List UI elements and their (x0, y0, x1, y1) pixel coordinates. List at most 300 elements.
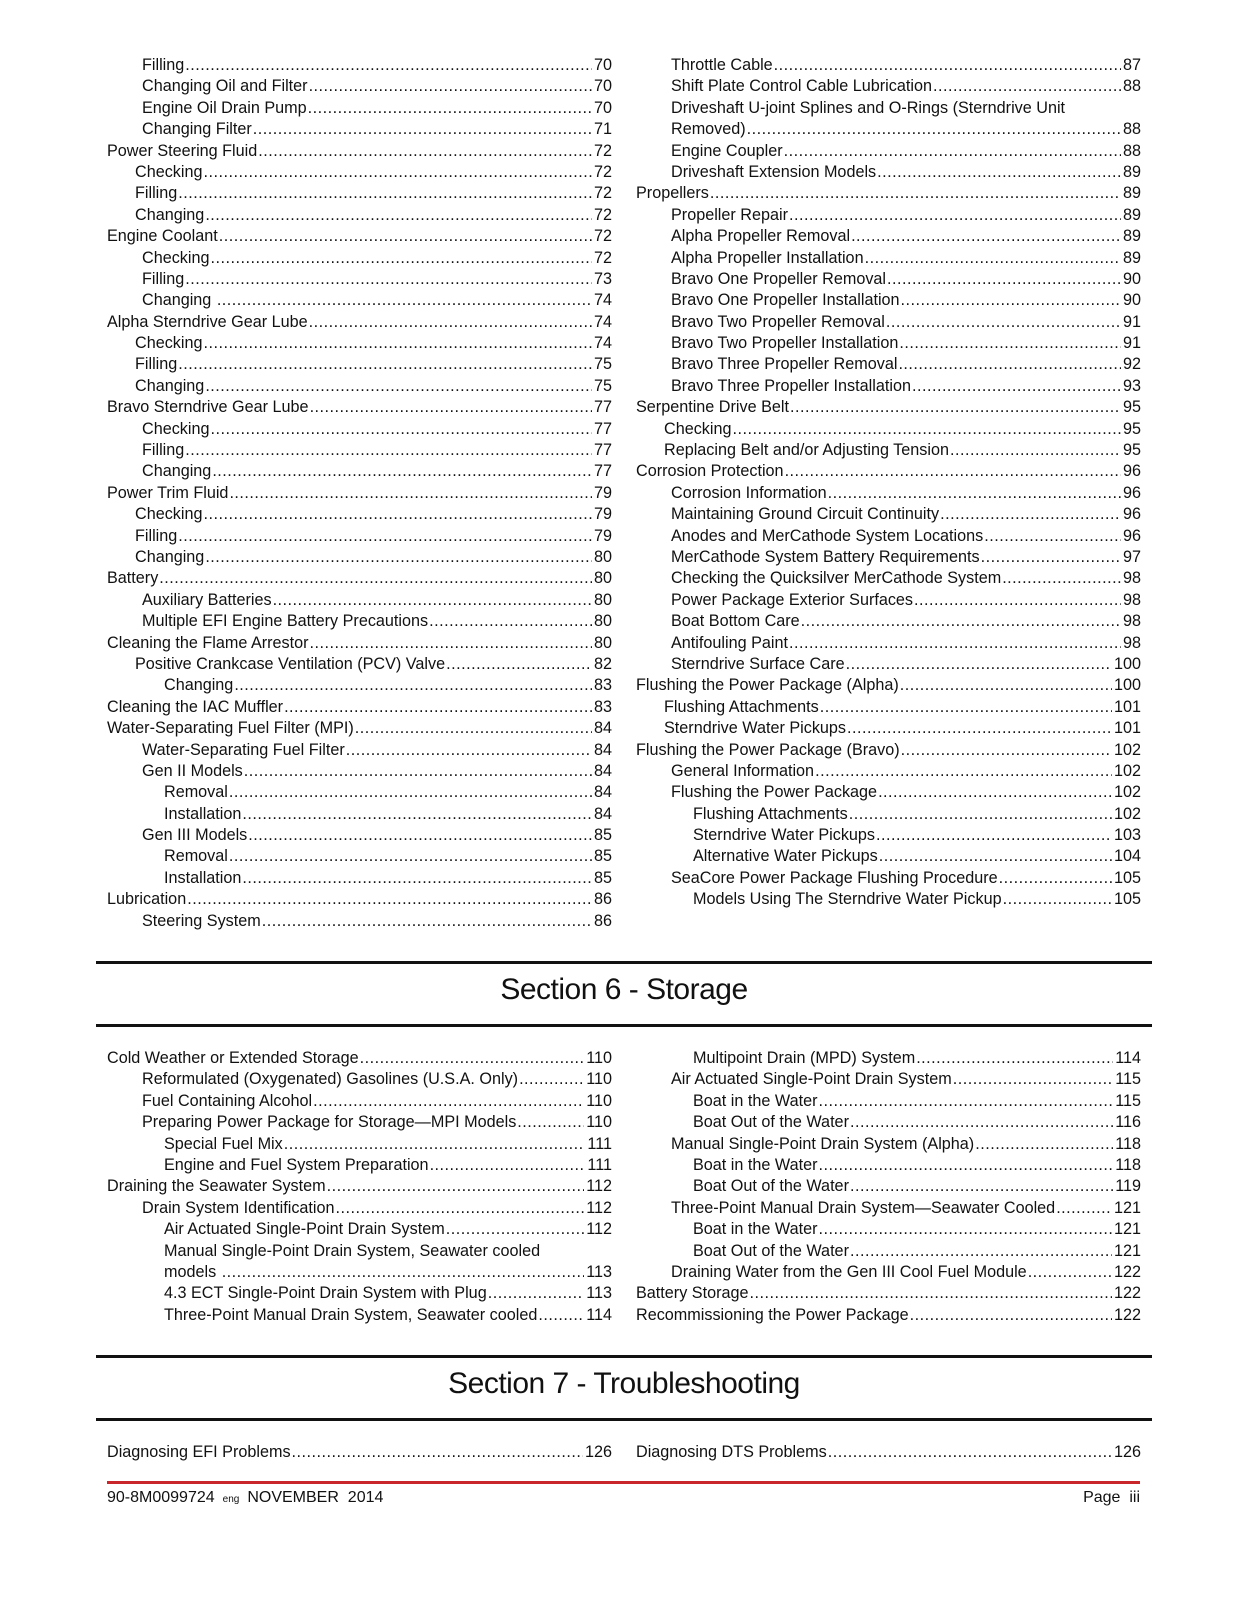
toc-entry-title: Filling (142, 269, 185, 288)
toc-entry[interactable] (107, 868, 612, 889)
toc-entry[interactable] (636, 1048, 1141, 1069)
toc-entry-page: 103 (1113, 826, 1141, 845)
doc-number: 90-8M0099724 (107, 1489, 215, 1506)
toc-entry-page: 74 (593, 334, 612, 353)
toc-entry-title: Boat Bottom Care (671, 612, 800, 631)
toc-entry-page: 80 (593, 547, 612, 566)
toc-entry-page: 75 (593, 355, 612, 374)
dot-leader (1056, 1198, 1112, 1219)
toc-entry-page: 115 (1115, 1091, 1141, 1110)
dot-leader (828, 483, 1121, 504)
toc-entry-page: 82 (593, 654, 612, 673)
toc-entry[interactable] (107, 226, 612, 247)
toc-entry[interactable] (107, 526, 612, 547)
dot-leader (273, 590, 592, 611)
toc-entry[interactable] (107, 825, 612, 846)
toc-entry-title: Diagnosing EFI Problems (107, 1443, 291, 1461)
dot-leader (1028, 1262, 1112, 1283)
dot-leader (789, 205, 1121, 226)
toc-entry-page: 113 (586, 1262, 612, 1281)
toc-entry[interactable] (636, 461, 1141, 482)
toc-entry-title: Flushing the Power Package (Bravo) (636, 740, 900, 759)
toc-entry-page: 83 (593, 697, 612, 716)
dot-leader (879, 846, 1112, 867)
toc-entry-title: Checking (142, 419, 210, 438)
toc-entry-page: 96 (1122, 505, 1141, 524)
toc-entry-title: Installation (164, 804, 242, 823)
toc-entry-title: Boat Out of the Water (693, 1241, 849, 1260)
dot-leader (789, 633, 1121, 654)
toc-entry[interactable] (636, 547, 1141, 568)
toc-entry-title: Positive Crankcase Ventilation (PCV) Valve (135, 654, 446, 673)
dot-leader (865, 248, 1121, 269)
toc-entry-title: Boat in the Water (693, 1220, 818, 1239)
dot-leader (887, 269, 1121, 290)
toc-entry-title: Anodes and MerCathode System Locations (671, 526, 984, 545)
section6-left-column (107, 1048, 612, 1326)
toc-entry-page: 110 (586, 1091, 612, 1110)
toc-entry[interactable] (636, 633, 1141, 654)
toc-entry[interactable] (107, 782, 612, 803)
toc-entry[interactable] (107, 1048, 612, 1069)
toc-entry[interactable] (107, 162, 612, 183)
toc-entry-title: Changing Filter (142, 120, 252, 139)
toc-entry-page: 72 (593, 227, 612, 246)
toc-entry-title: Auxiliary Batteries (142, 590, 272, 609)
language-code: eng (222, 1494, 240, 1505)
toc-entry[interactable] (636, 1305, 1141, 1326)
toc-entry-page: 87 (1122, 56, 1141, 74)
dot-leader (244, 761, 592, 782)
toc-entry[interactable] (636, 376, 1141, 397)
toc-entry[interactable] (636, 1155, 1141, 1176)
dot-leader (488, 1283, 584, 1304)
toc-entry[interactable] (636, 1134, 1141, 1155)
toc-entry[interactable] (636, 269, 1141, 290)
toc-entry-page: 72 (593, 205, 612, 224)
dot-leader (981, 547, 1121, 568)
toc-entry-title: Corrosion Protection (636, 462, 784, 481)
toc-entry-page: 89 (1122, 205, 1141, 224)
toc-entry-page: 74 (593, 291, 612, 310)
toc-entry-title: Multipoint Drain (MPD) System (693, 1049, 916, 1067)
dot-leader (749, 1283, 1112, 1304)
toc-entry[interactable] (636, 141, 1141, 162)
toc-entry-title: Changing (135, 205, 205, 224)
toc-entry[interactable] (636, 1198, 1141, 1219)
dot-leader (849, 804, 1112, 825)
dot-leader (309, 76, 592, 97)
toc-entry-page: 92 (1122, 355, 1141, 374)
toc-entry[interactable] (636, 1283, 1141, 1304)
toc-entry-title: Checking (142, 248, 210, 267)
toc-entry[interactable] (107, 312, 612, 333)
toc-entry-title: Multiple EFI Engine Battery Precautions (142, 612, 429, 631)
toc-entry[interactable] (107, 1069, 612, 1090)
toc-entry[interactable] (107, 397, 612, 418)
toc-entry[interactable] (636, 312, 1141, 333)
toc-entry[interactable] (107, 1219, 612, 1240)
dot-leader (950, 440, 1121, 461)
dot-leader (205, 547, 592, 568)
dot-leader (519, 1069, 584, 1090)
dot-leader (517, 1112, 584, 1133)
toc-entry[interactable] (107, 419, 612, 440)
toc-entry[interactable] (107, 483, 612, 504)
toc-entry[interactable] (636, 804, 1141, 825)
toc-entry-page: 71 (593, 120, 612, 139)
toc-entry-title: Drain System Identification (142, 1198, 335, 1217)
toc-entry-page: 84 (593, 740, 612, 759)
toc-entry-title: Flushing Attachments (693, 804, 848, 823)
dot-leader (733, 419, 1121, 440)
dot-leader (851, 226, 1121, 247)
toc-entry-title: Gen III Models (142, 826, 248, 845)
dot-leader (910, 1305, 1112, 1326)
toc-entry[interactable] (107, 654, 612, 675)
toc-entry[interactable] (107, 269, 612, 290)
toc-entry-page: 91 (1122, 334, 1141, 353)
toc-entry[interactable] (636, 1219, 1141, 1240)
toc-entry[interactable] (107, 98, 612, 119)
dot-leader (953, 1069, 1113, 1090)
toc-entry[interactable] (107, 376, 612, 397)
dot-leader (219, 226, 592, 247)
toc-entry[interactable] (107, 76, 612, 97)
toc-entry-title: Filling (142, 56, 185, 74)
toc-entry-page: 110 (586, 1070, 612, 1089)
toc-entry-title: Fuel Containing Alcohol (142, 1091, 313, 1110)
toc-entry-page: 105 (1113, 890, 1141, 909)
dot-leader (1002, 568, 1121, 589)
toc-entry-page: 98 (1122, 590, 1141, 609)
toc-entry-page: 75 (593, 376, 612, 395)
dot-leader (242, 868, 592, 889)
toc-entry-title: General Information (671, 761, 815, 780)
toc-entry-page: 80 (593, 612, 612, 631)
toc-entry[interactable] (107, 55, 612, 76)
dot-leader (886, 312, 1121, 333)
toc-entry[interactable] (636, 419, 1141, 440)
toc-entry-page: 95 (1122, 441, 1141, 460)
toc-entry[interactable] (636, 226, 1141, 247)
dot-leader (253, 119, 592, 140)
toc-entry[interactable] (107, 697, 612, 718)
toc-entry[interactable] (107, 761, 612, 782)
toc-entry[interactable] (107, 1241, 612, 1284)
section6-heading: Section 6 - Storage (500, 973, 748, 1006)
dot-leader (901, 740, 1112, 761)
dot-leader (999, 868, 1112, 889)
toc-entry[interactable] (107, 1112, 612, 1133)
toc-entry-title: Changing (135, 376, 205, 395)
toc-entry[interactable] (107, 1091, 612, 1112)
dot-leader (258, 141, 592, 162)
dot-leader (984, 526, 1121, 547)
toc-entry[interactable] (636, 889, 1141, 910)
toc-entry[interactable] (636, 354, 1141, 375)
doc-date: NOVEMBER 2014 (247, 1489, 384, 1506)
toc-entry[interactable] (107, 633, 612, 654)
toc-entry-page: 102 (1113, 761, 1141, 780)
toc-entry[interactable] (107, 1442, 612, 1463)
toc-entry-page: 88 (1122, 141, 1141, 160)
toc-entry[interactable] (636, 868, 1141, 889)
dot-leader (774, 55, 1121, 76)
footer-right (1083, 1489, 1140, 1507)
dot-leader (815, 761, 1112, 782)
toc-entry[interactable] (636, 98, 1141, 141)
dot-leader (820, 697, 1112, 718)
dot-leader (429, 611, 592, 632)
toc-entry[interactable] (636, 782, 1141, 803)
toc-entry[interactable] (636, 526, 1141, 547)
toc-entry-page: 112 (586, 1198, 612, 1217)
toc-entry[interactable] (636, 675, 1141, 696)
toc-entry[interactable] (636, 825, 1141, 846)
toc-entry-page: 89 (1122, 162, 1141, 181)
toc-entry[interactable] (107, 1134, 612, 1155)
toc-entry[interactable] (107, 547, 612, 568)
toc-entry[interactable] (636, 1442, 1141, 1463)
toc-entry[interactable] (107, 889, 612, 910)
toc-entry-title: Models Using The Sterndrive Water Pickup (693, 890, 1002, 909)
toc-entry-title: Changing (135, 547, 205, 566)
toc-entry-title: Removal (164, 783, 228, 802)
toc-entry-page: 104 (1113, 847, 1141, 866)
footer-divider (107, 1481, 1140, 1484)
dot-leader (876, 825, 1112, 846)
toc-entry-title: Air Actuated Single-Point Drain System (671, 1070, 952, 1089)
toc-entry-title: Sterndrive Water Pickups (693, 826, 876, 845)
toc-entry[interactable] (636, 740, 1141, 761)
dot-leader (234, 675, 592, 696)
toc-entry-title: Sterndrive Water Pickups (664, 719, 847, 738)
dot-leader (205, 376, 592, 397)
toc-entry-title: Diagnosing DTS Problems (636, 1443, 827, 1461)
toc-entry-title: Draining the Seawater System (107, 1177, 326, 1196)
toc-entry-page: 121 (1113, 1198, 1141, 1217)
dot-leader (355, 718, 592, 739)
toc-entry-page: 105 (1113, 868, 1141, 887)
toc-entry-page: 116 (1115, 1113, 1141, 1132)
toc-entry[interactable] (636, 162, 1141, 183)
section6-right-column (636, 1048, 1141, 1326)
toc-entry[interactable] (636, 761, 1141, 782)
toc-entry-page: 115 (1115, 1070, 1141, 1089)
toc-entry-page: 119 (1115, 1177, 1141, 1196)
toc-entry[interactable] (107, 290, 612, 311)
toc-entry[interactable] (107, 1176, 612, 1197)
toc-entry[interactable] (107, 718, 612, 739)
toc-entry-title: Boat Out of the Water (693, 1177, 849, 1196)
dot-leader (430, 1155, 586, 1176)
dot-leader (784, 141, 1121, 162)
toc-entry[interactable] (107, 440, 612, 461)
toc-entry[interactable] (636, 333, 1141, 354)
toc-entry[interactable] (636, 654, 1141, 675)
dot-leader (178, 526, 592, 547)
toc-entry[interactable] (636, 55, 1141, 76)
toc-entry[interactable] (107, 504, 612, 525)
toc-entry-page: 126 (584, 1443, 612, 1461)
toc-entry[interactable] (636, 290, 1141, 311)
dot-leader (846, 654, 1112, 675)
toc-entry-page: 80 (593, 633, 612, 652)
dot-leader (212, 461, 592, 482)
toc-entry-page: 95 (1122, 419, 1141, 438)
toc-entry[interactable] (636, 1112, 1141, 1133)
toc-entry[interactable] (636, 440, 1141, 461)
toc-entry-page: 118 (1115, 1134, 1141, 1153)
toc-entry[interactable] (107, 1155, 612, 1176)
toc-entry[interactable] (107, 846, 612, 867)
dot-leader (1003, 889, 1112, 910)
footer-left (107, 1489, 383, 1507)
dot-leader (308, 98, 592, 119)
toc-entry[interactable] (107, 333, 612, 354)
toc-entry[interactable] (636, 611, 1141, 632)
dot-leader (538, 1305, 584, 1326)
toc-entry-page: 70 (593, 98, 612, 117)
dot-leader (229, 483, 592, 504)
toc-entry[interactable] (636, 697, 1141, 718)
toc-entry-title: Propellers (636, 184, 709, 203)
toc-entry-title: Bravo One Propeller Installation (671, 291, 900, 310)
toc-entry-page: 93 (1122, 376, 1141, 395)
dot-leader (242, 804, 592, 825)
toc-entry-title: Filling (135, 526, 178, 545)
toc-entry-title: Cleaning the Flame Arrestor (107, 633, 309, 652)
toc-entry-page: 84 (593, 761, 612, 780)
toc-entry[interactable] (107, 183, 612, 204)
toc-entry[interactable] (636, 483, 1141, 504)
toc-entry[interactable] (636, 590, 1141, 611)
toc-entry-page: 77 (593, 419, 612, 438)
toc-entry[interactable] (107, 354, 612, 375)
toc-entry-title: Engine Oil Drain Pump (142, 98, 307, 117)
toc-entry-page: 84 (593, 719, 612, 738)
toc-entry-page: 84 (593, 804, 612, 823)
toc-entry-title: Power Trim Fluid (107, 483, 229, 502)
dot-leader (898, 354, 1121, 375)
toc-entry-title: Bravo Two Propeller Removal (671, 312, 885, 331)
toc-entry[interactable] (107, 740, 612, 761)
toc-entry-title: Alpha Propeller Removal (671, 227, 851, 246)
dot-leader (211, 248, 592, 269)
dot-leader (710, 183, 1121, 204)
toc-entry-page: 70 (593, 77, 612, 96)
toc-entry[interactable] (107, 461, 612, 482)
toc-entry-page: 80 (593, 569, 612, 588)
toc-entry-title: Alpha Propeller Installation (671, 248, 864, 267)
toc-entry-title: SeaCore Power Package Flushing Procedure (671, 868, 998, 887)
toc-entry-page: 84 (593, 783, 612, 802)
toc-entry[interactable] (107, 804, 612, 825)
toc-entry[interactable] (107, 911, 612, 932)
toc-entry-page: 86 (593, 911, 612, 930)
dot-leader (310, 633, 592, 654)
toc-entry[interactable] (636, 846, 1141, 867)
toc-entry[interactable] (107, 205, 612, 226)
toc-entry[interactable] (636, 1262, 1141, 1283)
toc-entry-title: MerCathode System Battery Requirements (671, 547, 980, 566)
section5-right-column (636, 55, 1141, 911)
toc-entry[interactable] (636, 1176, 1141, 1197)
toc-entry-title: Alternative Water Pickups (693, 847, 878, 866)
toc-entry-page: 88 (1122, 120, 1141, 139)
toc-entry[interactable] (107, 248, 612, 269)
toc-entry-title: Bravo One Propeller Removal (671, 269, 887, 288)
toc-entry-page: 89 (1122, 248, 1141, 267)
toc-entry[interactable] (107, 141, 612, 162)
toc-entry[interactable] (636, 76, 1141, 97)
toc-entry-page: 72 (593, 248, 612, 267)
toc-entry-page: 114 (1115, 1049, 1141, 1067)
toc-entry-title: Flushing the Power Package (Alpha) (636, 676, 899, 695)
dot-leader (801, 611, 1121, 632)
toc-entry[interactable] (107, 675, 612, 696)
toc-entry[interactable] (107, 1283, 612, 1304)
toc-entry-page: 85 (593, 868, 612, 887)
dot-leader (262, 911, 592, 932)
toc-entry-title: Maintaining Ground Circuit Continuity (671, 505, 940, 524)
dot-leader (159, 568, 592, 589)
toc-entry-title: Changing (142, 462, 212, 481)
toc-entry[interactable] (107, 1305, 612, 1326)
dot-leader (309, 312, 592, 333)
toc-entry-page: 118 (1115, 1155, 1141, 1174)
toc-entry-title: Bravo Three Propeller Removal (671, 355, 898, 374)
toc-entry[interactable] (636, 504, 1141, 525)
toc-entry-title: Engine Coolant (107, 227, 218, 246)
toc-entry-page: 72 (593, 162, 612, 181)
toc-entry-page: 122 (1113, 1284, 1141, 1303)
toc-entry[interactable] (636, 1091, 1141, 1112)
toc-entry-page: 100 (1113, 676, 1141, 695)
toc-entry[interactable] (636, 718, 1141, 739)
toc-entry-title: Engine and Fuel System Preparation (164, 1155, 429, 1174)
toc-entry-page: 88 (1122, 77, 1141, 96)
toc-entry[interactable] (636, 397, 1141, 418)
toc-entry[interactable] (107, 611, 612, 632)
toc-entry[interactable] (107, 119, 612, 140)
dot-leader (217, 290, 592, 311)
toc-entry-title: 4.3 ECT Single-Point Drain System with Plug (164, 1284, 487, 1303)
toc-entry-title: Sterndrive Surface Care (671, 654, 845, 673)
toc-entry[interactable] (636, 183, 1141, 204)
toc-entry[interactable] (636, 568, 1141, 589)
toc-entry-page: 86 (593, 890, 612, 909)
toc-entry[interactable] (107, 590, 612, 611)
toc-entry[interactable] (636, 248, 1141, 269)
toc-entry-page: 80 (593, 590, 612, 609)
dot-leader (850, 1241, 1112, 1262)
toc-entry-title: Serpentine Drive Belt (636, 398, 789, 417)
toc-entry[interactable] (636, 1069, 1141, 1090)
dot-leader (229, 782, 592, 803)
toc-entry-title: Special Fuel Mix (164, 1134, 283, 1153)
toc-entry-title: Filling (135, 355, 178, 374)
dot-leader (313, 1091, 584, 1112)
toc-entry[interactable] (107, 568, 612, 589)
dot-leader (975, 1134, 1113, 1155)
section7-top-rule (96, 1355, 1152, 1358)
toc-entry[interactable] (636, 1241, 1141, 1262)
toc-entry[interactable] (107, 1198, 612, 1219)
toc-entry-page: 122 (1113, 1262, 1141, 1281)
toc-entry[interactable] (636, 205, 1141, 226)
